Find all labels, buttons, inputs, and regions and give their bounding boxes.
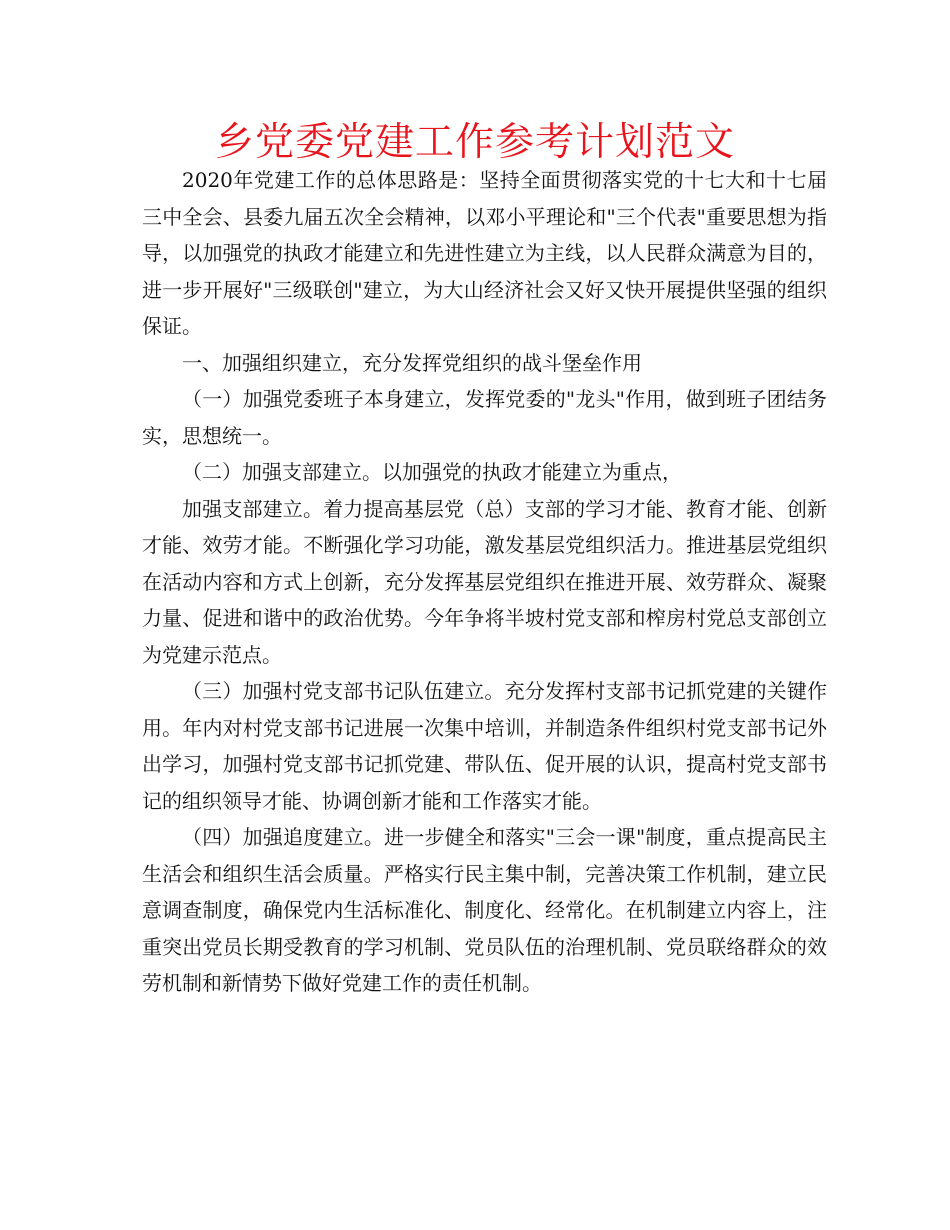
- document-body: [142, 162, 827, 1002]
- paragraph-item-3: （三）加强村党支部书记队伍建立。充分发挥村支部书记抓党建的关键作用。年内对村党支部书记进展一次集中培训，并制造条件组织村党支部书记外出学习，加强村党支部书记抓党建、带队伍、促开展的认识，提高村党支部书记的组织领导才能、协调创新才能和工作落实才能。: [142, 679, 827, 813]
- paragraph-item-2-body: 加强支部建立。着力提高基层党（总）支部的学习才能、教育才能、创新才能、效劳才能。不断强化学习功能，激发基层党组织活力。推进基层党组织在活动内容和方式上创新，充分发挥基层党组织在推进开展、效劳群众、凝聚力量、促进和谐中的政治优势。今年争将半坡村党支部和榨房村党总支部创立为党建示范点。: [142, 496, 827, 667]
- paragraph-intro: 2020年党建工作的总体思路是：坚持全面贯彻落实党的十七大和十七届三中全会、县委九届五次全会精神，以邓小平理论和"三个代表"重要思想为指导，以加强党的执政才能建立和先进性建立为主线，以人民群众满意为目的，进一步开展好"三级联创"建立，为大山经济社会又好又快开展提供坚强的组织保证。: [142, 168, 827, 338]
- paragraph-item-1: （一）加强党委班子本身建立，发挥党委的"龙头"作用，做到班子团结务实，思想统一。: [142, 387, 827, 448]
- paragraph-item-2: （二）加强支部建立。以加强党的执政才能建立为重点，: [182, 460, 682, 484]
- paragraph-item-4: （四）加强追度建立。进一步健全和落实"三会一课"制度，重点提高民主生活会和组织生活会质量。严格实行民主集中制，完善决策工作机制，建立民意调查制度，确保党内生活标准化、制度化、经常化。在机制建立内容上，注重突出党员长期受教育的学习机制、党员队伍的治理机制、党员联络群众的效劳机制和新情势下做好党建工作的责任机制。: [142, 825, 827, 995]
- section-heading-1: 一、加强组织建立，充分发挥党组织的战斗堡垒作用: [182, 350, 642, 375]
- document-title: 乡党委党建工作参考计划范文: [214, 120, 735, 165]
